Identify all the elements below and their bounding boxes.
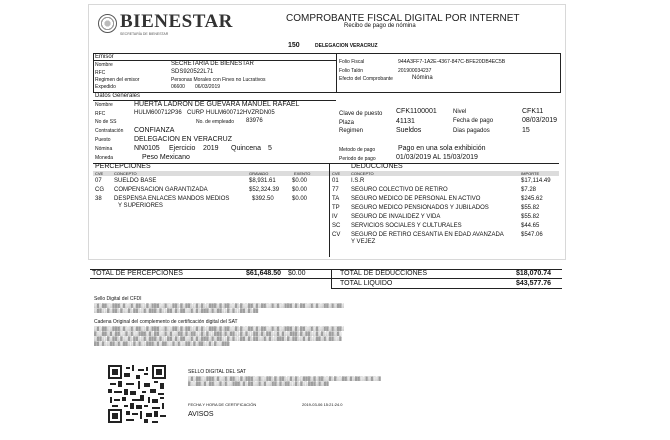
cve-cell: CG	[95, 187, 104, 193]
metodo-value: Pago en una sola exhibición	[398, 145, 486, 152]
cve-cell: CV	[332, 232, 341, 238]
importe-cell: $245.62	[521, 196, 543, 202]
contratacion-value: CONFIANZA	[134, 127, 175, 134]
cve-cell: 38	[95, 196, 102, 202]
efecto-value: Nómina	[412, 75, 433, 81]
col-header: CVE	[95, 171, 104, 176]
regimen-label: Regimen	[339, 128, 364, 134]
employee-rfc: HULM600712P36	[134, 110, 182, 116]
concepto-cell: DESPENSA ENLACES MANDOS MEDIOS	[114, 196, 230, 202]
nivel-value: CFK11	[522, 108, 544, 115]
folio-talon: 201900034237	[398, 68, 432, 74]
concepto-cell: COMPENSACION GARANTIZADA	[114, 187, 208, 193]
emisor-name: SECRETARIA DE BIENESTAR	[171, 61, 254, 67]
contratacion-label: Contratación	[95, 128, 124, 134]
importe-cell: $7.28	[521, 187, 537, 193]
cadena-original-label: Cadena Original del complemento de certificación digital del SAT	[94, 319, 238, 325]
importe-cell: $44.65	[521, 223, 540, 229]
puesto-label: Puesto	[95, 137, 111, 143]
metodo-label: Metodo de pago	[339, 147, 376, 153]
importe-cell: $17,114.49	[521, 178, 551, 184]
document-subtitle: Recibo de pago de nómina	[344, 23, 416, 29]
total-liquido: $43,577.76	[516, 280, 552, 287]
folio-fiscal-label: Folio Fiscal	[339, 59, 365, 65]
concepto-cell: I.S.R	[351, 178, 365, 184]
cve-cell: TA	[332, 196, 340, 202]
cve-cell: SC	[332, 223, 341, 229]
nomina-value: NN0105	[134, 145, 160, 152]
regimen-value: Sueldos	[396, 127, 422, 134]
concepto-cell: SUELDO BASE	[114, 178, 157, 184]
concepto-cell: SERVICIOS SOCIALES Y CULTURALES	[351, 223, 462, 229]
clave-label: Clave de puesto	[339, 111, 383, 117]
delegation-name: DELEGACION VERACRUZ	[315, 43, 378, 49]
fecha-certificacion-label: FECHA Y HORA DE CERTIFICACIÓN	[188, 402, 257, 407]
importe-cell: $547.06	[521, 232, 543, 238]
total-percepciones-gravado: $61,648.50	[246, 270, 282, 277]
cve-cell: 01	[332, 178, 339, 184]
nombre-label: Nombre	[95, 102, 113, 108]
quincena-label: Quincena	[231, 145, 261, 152]
moneda-value: Peso Mexicano	[142, 154, 190, 161]
col-header: EXENTO	[294, 171, 311, 176]
plaza-label: Plaza	[339, 120, 355, 126]
percepciones-title: PERCEPCIONES	[95, 163, 151, 170]
generales-section-title: Datos Generales	[95, 93, 141, 99]
receipt-top-sheet	[88, 4, 566, 260]
sello-cfdi-text: ░▒▒░░▒░▒▒░▒░░▒░▒▒░░▒░▒▒▒░▒░░▒▒░▒░▒▒░░▒░▒░▒▒▒░▒░▒▒░░▒░▒░░▒▒░▒░▒▒	[94, 308, 259, 313]
sello-cfdi-text: ░▒░▒▒░░▒▒▒░▒░░▒░▒▒░░▒░▒▒▒░░▒░░▒▒░▒░▒▒░░▒░▒░░▒▒▒░▒░▒▒░░▒░▒░░▒▒░▒░▒▒░░▒░▒░░▒▒▒░▒░▒▒░░▒░▒░░▒▒░▒░▒▒░	[94, 303, 345, 308]
emisor-label: Expedido	[95, 84, 116, 90]
emisor-section-title: Emisor	[95, 54, 114, 60]
emisor-label: Nombre	[95, 62, 113, 68]
col-header: CVE	[332, 171, 341, 176]
ejercicio-value: 2019	[203, 145, 219, 152]
concepto-cell: SEGURO MEDICO DE PERSONAL EN ACTIVO	[351, 196, 481, 202]
gravado-cell: $392.50	[252, 196, 274, 202]
employee-name: HUERTA LADRON DE GUEVARA MANUEL RAFAEL	[134, 101, 300, 108]
gravado-cell: $52,324.39	[249, 187, 280, 193]
clave-value: CFK1100001	[396, 108, 437, 115]
fecha-certificacion: 2019-03-06 15:21:24.0	[302, 402, 343, 407]
sello-cfdi-label: Sello Digital del CFDI	[94, 296, 142, 302]
col-header: CONCEPTO	[351, 171, 374, 176]
total-liquido-label: TOTAL LIQUIDO	[340, 280, 393, 287]
efecto-label: Efecto del Comprobante	[339, 76, 393, 82]
cadena-original-text: ░▒░▒▒░░▒▒▒░▒░░▒░▒▒░░▒░▒▒▒░░▒░░▒▒░▒░▒▒░░▒░▒░░▒▒▒░▒░▒▒░░▒░▒░░▒▒░▒░▒▒░░▒░▒░░▒▒▒░▒░▒▒░░▒░▒░░▒▒░▒░▒▒░	[94, 326, 345, 331]
concepto-cell: SEGURO MEDICO PENSIONADOS Y JUBILADOS	[351, 205, 489, 211]
importe-cell: $55.82	[521, 205, 540, 211]
brand-subtitle: SECRETARÍA DE BIENESTAR	[120, 32, 169, 36]
sello-sat-label: SELLO DIGITAL DEL SAT	[188, 369, 247, 375]
rfc-label: RFC	[95, 111, 106, 117]
total-percepciones-label: TOTAL DE PERCEPCIONES	[92, 270, 183, 277]
employee-curp: HULM600712HVZRDN05	[206, 110, 275, 116]
nivel-label: Nivel	[453, 109, 467, 115]
cve-cell: 07	[95, 178, 102, 184]
cve-cell: IV	[332, 214, 338, 220]
puesto-value: DELEGACION EN VERACRUZ	[134, 136, 233, 143]
concepto-cell: Y VEJEZ	[351, 239, 376, 245]
brand-logo-text: BIENESTAR	[120, 11, 233, 32]
delegation-code: 150	[288, 42, 300, 49]
curp-label: CURP	[187, 110, 205, 116]
gravado-cell: $8,931.61	[249, 178, 276, 184]
col-header: GRAVADO	[249, 171, 269, 176]
exento-cell: $0.00	[292, 196, 308, 202]
nss-label: No de SS	[95, 119, 117, 125]
col-header: IMPORTE	[521, 171, 540, 176]
dias-label: Dias pagados	[453, 128, 490, 134]
emisor-rfc: SDS920522L71	[171, 69, 214, 75]
avisos-label: AVISOS	[188, 411, 214, 418]
cadena-original-text: ░▒▒░░▒░▒▒░▒░░▒░▒▒░░▒░▒▒▒░▒░░▒▒░▒░▒▒░░▒░▒░▒▒▒░▒░▒▒░░▒░▒░░▒▒░▒░▒▒░░▒░▒░░▒▒▒░▒░▒▒░░▒░▒░░▒▒░▒░▒▒░░▒	[94, 336, 342, 341]
concepto-cell: SEGURO DE INVALIDEZ Y VIDA	[351, 214, 441, 220]
dias-value: 15	[522, 127, 530, 134]
empleado-label: No. de empleado	[196, 119, 235, 125]
quincena-value: 5	[268, 145, 272, 152]
importe-cell: $55.82	[521, 214, 540, 220]
sello-sat-text: ▒░░▒▒░▒░▒▒░░▒░▒░░▒▒▒░▒░▒▒░░▒░▒░░▒▒░▒░▒▒░░▒░▒░░▒▒▒░▒░▒▒	[188, 381, 329, 386]
periodo-value: 01/03/2019 AL 15/03/2019	[396, 154, 478, 161]
col-header: CONCEPTO	[114, 171, 137, 176]
cve-cell: 77	[332, 187, 339, 193]
fecha-pago-value: 08/03/2019	[522, 117, 558, 124]
cve-cell: TP	[332, 205, 340, 211]
concepto-cell: SEGURO DE RETIRO CESANTIA EN EDAD AVANZADA	[351, 232, 504, 238]
total-deducciones-label: TOTAL DE DEDUCCIONES	[340, 270, 427, 277]
folio-talon-label: Folio Talón	[339, 68, 364, 74]
emisor-label: RFC	[95, 70, 106, 76]
folio-fiscal: 944A3FF7-1A2E-4367-847C-BFE20DB4EC5B	[398, 59, 506, 65]
periodo-label: Periodo de pago	[339, 156, 376, 162]
sello-sat-text: ░▒░▒▒░░▒▒▒░▒░░▒░▒▒░░▒░▒▒▒░░▒░░▒▒░▒░▒▒░░▒░▒░░▒▒▒░▒░▒▒░░▒░▒░░▒▒░▒░▒▒░░▒░▒░░▒	[188, 376, 382, 381]
emisor-regimen: Personas Morales con Fines no Lucrativos	[171, 77, 266, 83]
concepto-cell: SEGURO COLECTIVO DE RETIRO	[351, 187, 448, 193]
exento-cell: $0.00	[292, 178, 308, 184]
concepto-cell: Y SUPERIORES	[118, 203, 163, 209]
government-seal-icon	[98, 14, 117, 33]
fecha-pago-label: Fecha de pago	[453, 118, 494, 124]
exento-cell: $0.00	[292, 187, 308, 193]
cadena-original-text: ▒░░▒▒░▒░▒▒░░▒░▒░░▒▒▒░▒░▒▒░░▒░▒░░▒▒░▒░▒▒░░▒░▒░░▒▒▒░▒░▒▒░░▒░▒░░▒▒░▒░▒▒░░▒░▒░░▒▒▒░▒░▒▒░░▒░▒░░▒▒░▒░	[94, 331, 342, 336]
cadena-original-text: ▒▒░▒░░▒▒░▒░▒▒░░▒░▒░░▒▒▒░▒░▒▒░░▒░▒░░▒▒░▒░▒▒░░▒░▒░░▒▒▒	[94, 341, 230, 346]
nomina-label: Nómina	[95, 146, 113, 152]
total-percepciones-exento: $0.00	[288, 270, 306, 277]
emisor-label: Regimen del emisor	[95, 77, 140, 83]
emisor-expedido-cp: 06600	[171, 84, 185, 90]
moneda-label: Moneda	[95, 155, 114, 161]
document-title: COMPROBANTE FISCAL DIGITAL POR INTERNET	[286, 13, 520, 24]
employee-number: 83976	[246, 118, 263, 124]
receipt-bottom-sheet	[88, 265, 564, 437]
qr-code-icon	[108, 363, 166, 425]
emisor-expedido-date: 06/03/2019	[195, 84, 221, 90]
deducciones-title: DEDUCCIONES	[351, 163, 403, 170]
plaza-value: 41131	[396, 118, 415, 125]
ejercicio-label: Ejercicio	[169, 145, 196, 152]
total-deducciones: $18,070.74	[516, 270, 552, 277]
